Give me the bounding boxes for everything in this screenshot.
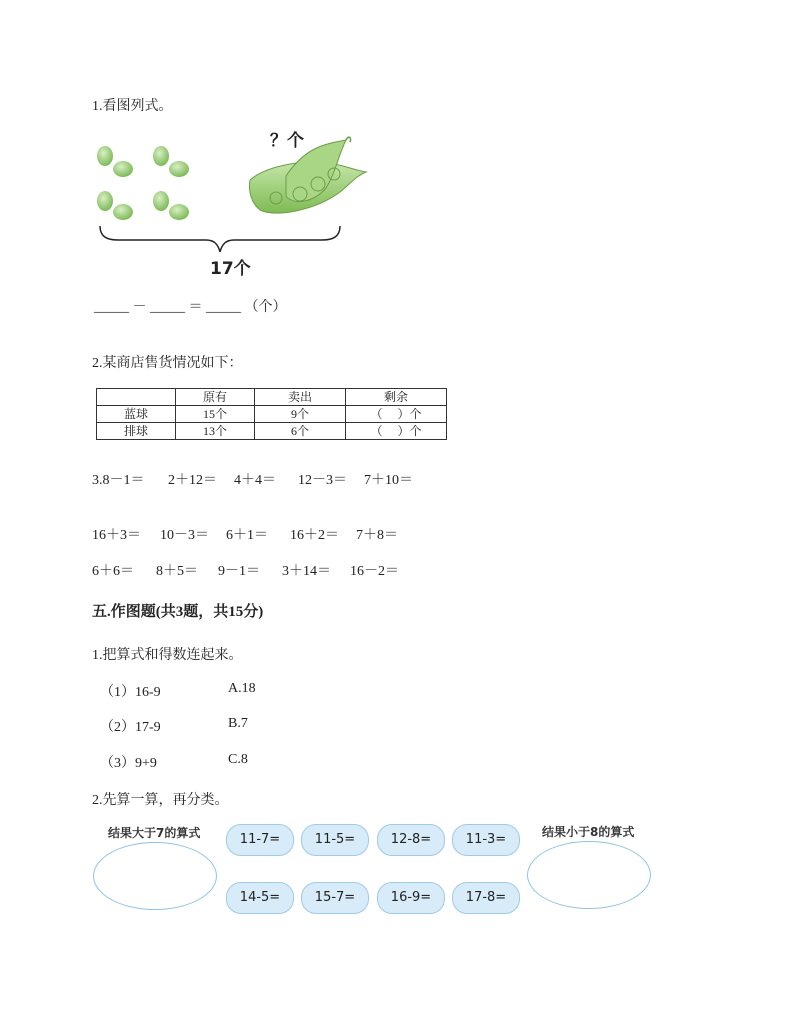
classify-title: 2.先算一算，再分类。: [92, 793, 229, 808]
expression-bubble[interactable]: 11-5=: [301, 824, 369, 856]
expression-bubble[interactable]: 11-7=: [226, 824, 294, 856]
equation-line: [94, 296, 287, 316]
arith-item: 3.8－1＝: [92, 473, 145, 488]
bean: [153, 146, 169, 166]
table-cell: 6个: [255, 423, 346, 440]
expression-bubble[interactable]: 14-5=: [226, 882, 294, 914]
table-header-cell: 卖出: [255, 389, 346, 406]
table-header-cell: [97, 389, 176, 406]
greater-than-oval[interactable]: [93, 842, 217, 910]
beans-illustration: [92, 140, 202, 225]
equals-sign: ＝: [188, 300, 203, 315]
arith-item: 2＋12＝: [168, 473, 217, 488]
table-header-cell: 原有: [176, 389, 255, 406]
table-row: [97, 406, 447, 423]
expression-bubble[interactable]: 17-8=: [452, 882, 520, 914]
greater-than-label: 结果大于7的算式: [108, 826, 201, 840]
q2-title: 2.某商店售货情况如下：: [92, 356, 243, 371]
arith-item: 6＋1＝: [226, 528, 268, 543]
expression-bubble[interactable]: 16-9=: [377, 882, 445, 914]
arith-item: 7＋10＝: [364, 473, 413, 488]
table-cell[interactable]: （ ）个: [346, 423, 447, 440]
table-header-row: [97, 389, 447, 406]
arith-item: 10－3＝: [160, 528, 209, 543]
arith-item: 16＋2＝: [290, 528, 339, 543]
match-left-item[interactable]: （2）17-9: [100, 720, 161, 735]
bean: [169, 204, 189, 220]
table-header-cell: 剩余: [346, 389, 447, 406]
bean: [113, 204, 133, 220]
question-mark-label: ？个: [270, 131, 304, 151]
match-title: 1.把算式和得数连起来。: [92, 648, 243, 663]
table-cell: 蓝球: [97, 406, 176, 423]
arith-item: 6＋6＝: [92, 564, 134, 579]
table-cell[interactable]: （ ）个: [346, 406, 447, 423]
bean: [97, 146, 113, 166]
blank[interactable]: _____: [150, 300, 185, 315]
bean: [113, 161, 133, 177]
arith-item: 4＋4＝: [234, 473, 276, 488]
arith-item: 9－1＝: [218, 564, 260, 579]
bean: [169, 161, 189, 177]
less-than-oval[interactable]: [527, 841, 651, 909]
blank[interactable]: _____: [94, 300, 129, 315]
blank[interactable]: _____: [206, 300, 241, 315]
expression-bubble[interactable]: 11-3=: [452, 824, 520, 856]
table-cell: 排球: [97, 423, 176, 440]
unit-label: （个）: [244, 300, 287, 315]
arith-item: 7＋8＝: [356, 528, 398, 543]
table-cell: 9个: [255, 406, 346, 423]
arith-item: 12－3＝: [298, 473, 347, 488]
minus-sign: －: [132, 300, 147, 315]
less-than-label: 结果小于8的算式: [542, 825, 635, 839]
q1-title: 1.看图列式。: [92, 99, 173, 114]
arith-item: 3＋14＝: [282, 564, 331, 579]
sales-table: [96, 388, 447, 440]
match-right-item[interactable]: C.8: [228, 752, 248, 767]
match-left-item[interactable]: （1）16-9: [100, 685, 161, 700]
match-left-item[interactable]: （3）9+9: [100, 756, 157, 771]
table-cell: 13个: [176, 423, 255, 440]
match-right-item[interactable]: A.18: [228, 681, 256, 696]
brace: [98, 224, 344, 254]
arith-item: 16＋3＝: [92, 528, 141, 543]
bean: [153, 191, 169, 211]
section-heading: 五.作图题(共3题，共15分): [92, 604, 264, 620]
bean: [97, 191, 113, 211]
match-right-item[interactable]: B.7: [228, 716, 248, 731]
expression-bubble[interactable]: 12-8=: [377, 824, 445, 856]
table-cell: 15个: [176, 406, 255, 423]
table-row: [97, 423, 447, 440]
arith-item: 16－2＝: [350, 564, 399, 579]
pea-pod-illustration: [246, 136, 372, 226]
expression-bubble[interactable]: 15-7=: [301, 882, 369, 914]
total-label: 17个: [210, 259, 251, 279]
arith-item: 8＋5＝: [156, 564, 198, 579]
